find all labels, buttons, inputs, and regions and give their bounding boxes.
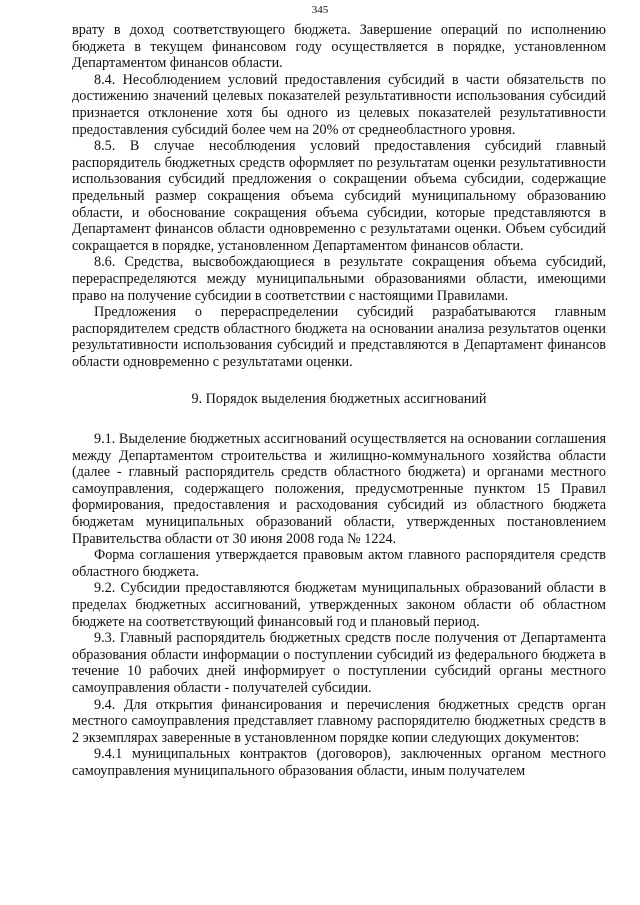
paragraph-9-2: 9.2. Субсидии предоставляются бюджетам муниципальных образований области в пределах бюджетных ассигнований, утвержденных законом области об областном бюджете на соответствующий финансовый год и плановый период. [72,580,606,630]
paragraphs-after [72,431,606,779]
paragraph-9-4-1: 9.4.1 муниципальных контрактов (договоров), заключенных органом местного самоуправления муниципального образования области, иным получателем [72,746,606,779]
document-body [72,22,606,780]
paragraphs-before [72,22,606,370]
paragraph-8-5: 8.5. В случае несоблюдения условий предоставления субсидий главный распорядитель бюджетных средств оформляет по результатам оценки результативности использования субсидий предложения о сокращении объема субсидии, содержащие предельный размер сокращения объема субсидий муниципальному образованию области, и обоснование сокращения объема субсидии, которые представляются в Департамент финансов области одновременно с результатами оценки. Объем субсидий сокращается в порядке, установленном Департаментом финансов области. [72,138,606,254]
paragraph-8-4: 8.4. Несоблюдением условий предоставления субсидий в части обязательств по достижению значений целевых показателей результативности использования субсидий признается отклонение хотя бы одного из целевых показателей результативности предоставления субсидий более чем на 20% от среднеобластного уровня. [72,71,606,138]
paragraph-continuation: врату в доход соответствующего бюджета. Завершение операций по исполнению бюджета в текущем финансовом году осуществляется в порядке, установленном Департаментом финансов области. [72,22,606,72]
paragraph-8-6: 8.6. Средства, высвобождающиеся в результате сокращения объема субсидий, перераспределяются между муниципальными образованиями области, имеющими право на получение субсидии в соответствии с настоящими Правилами. [72,254,606,304]
page-number: 345 [311,4,329,16]
paragraph-agreement-form: Форма соглашения утверждается правовым актом главного распорядителя средств областного бюджета. [72,547,606,580]
paragraph-9-3: 9.3. Главный распорядитель бюджетных средств после получения от Департамента образования области информации о поступлении субсидий из федерального бюджета в течение 10 рабочих дней информирует о поступлении субсидий органы местного самоуправления области - получателей субсидии. [72,630,606,696]
paragraph-9-4: 9.4. Для открытия финансирования и перечисления бюджетных средств орган местного самоуправления представляет главному распорядителю бюджетных средств в 2 экземплярах заверенные в установленном порядке копии следующих документов: [72,696,606,746]
paragraph-9-1: 9.1. Выделение бюджетных ассигнований осуществляется на основании соглашения между Департаментом строительства и жилищно-коммунального хозяйства области (далее - главный распорядитель средств областного бюджета) и органами местного самоуправления, содержащего положения, предусмотренные пунктом 15 Правил формирования, предоставления и расходования субсидий из областного бюджета бюджетам муниципальных образований области, утвержденных постановлением Правительства области от 30 июня 2008 года № 1224. [72,431,606,547]
paragraph-redistribution-proposals: Предложения о перераспределении субсидий разрабатываются главным распорядителем средств областного бюджета на основании анализа результатов оценки результативности использования субсидий и представляются в Департамент финансов области одновременно с результатами оценки. [72,304,606,370]
section-heading: 9. Порядок выделения бюджетных ассигнований [191,391,487,408]
